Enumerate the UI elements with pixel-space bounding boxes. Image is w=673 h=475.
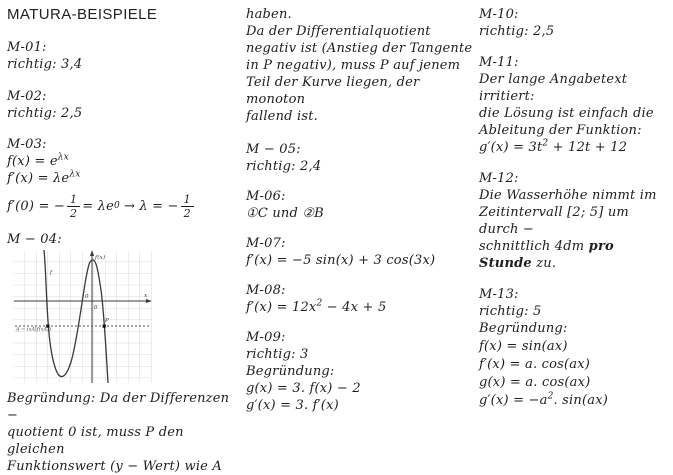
item-label: M − 05: <box>246 142 301 157</box>
text-line: Ableitung der Funktion: <box>479 123 642 138</box>
item-label: M-07: <box>246 236 286 251</box>
item-label: M-06: <box>246 189 286 204</box>
text-line: fallend ist. <box>246 109 318 124</box>
item-m07 <box>246 235 474 269</box>
text-line: Der lange Angabetext irritiert: <box>479 72 628 104</box>
answer-text: richtig: 2,4 <box>246 159 322 174</box>
column-1 <box>7 6 239 475</box>
formula: f′(x) = −5 sin(x) + 3 cos(3x) <box>246 253 436 268</box>
bold-phrase: pro Stunde <box>479 239 614 271</box>
column-2 <box>246 6 474 414</box>
formula: g′(x) = 3. f′(x) <box>246 398 339 413</box>
formula: $g'(x) = 3t^2 + 12t + 12$ <box>479 138 628 155</box>
formula: $f'(x) = \lambda e^{\lambda x}$ <box>7 169 81 186</box>
origin-label: 0 <box>85 294 89 300</box>
superscript: 2 <box>542 138 549 149</box>
y-axis-label: f(x) <box>95 255 106 261</box>
item-label: M-08: <box>246 283 286 298</box>
curve-label: f <box>50 270 53 276</box>
item-m10 <box>479 6 671 40</box>
item-m02 <box>7 88 239 122</box>
reason-label: Begründung: <box>479 321 568 336</box>
item-m01 <box>7 39 239 73</box>
item-label: M-10: <box>479 7 519 22</box>
formula: f′(x) = a. cos(ax) <box>479 357 591 372</box>
reason-label: Begründung: <box>246 364 335 379</box>
item-label: M-02: <box>7 89 47 104</box>
item-label: M-09: <box>246 330 286 345</box>
function-graph <box>13 250 155 384</box>
point-p <box>103 325 106 328</box>
item-m12 <box>479 170 671 272</box>
item-m03 <box>7 136 239 225</box>
text-line: in P negativ), muss P auf jenem <box>246 58 461 73</box>
formula: $f'(x) = 12x^2 - 4x + 5$ <box>246 298 387 315</box>
text-line: Funktionswert (y − Wert) wie A <box>7 459 222 474</box>
item-m05 <box>246 141 474 175</box>
column-3 <box>479 6 671 409</box>
answer-text: richtig: 2,5 <box>7 106 83 121</box>
item-m11 <box>479 54 671 156</box>
item-label: M-03: <box>7 137 47 152</box>
text-line: Die Wasserhöhe nimmt im <box>479 188 657 203</box>
formula: g(x) = 3. f(x) − 2 <box>246 381 361 396</box>
text-line: haben. <box>246 7 292 22</box>
text-line: Da der Differentialquotient <box>246 24 431 39</box>
answer-text: richtig: 3 <box>246 347 309 362</box>
fraction: $\frac{1}{2}$ <box>67 193 80 220</box>
formula: $f(x) = e^{\lambda x}$ <box>7 152 69 169</box>
item-label: M-13: <box>479 287 519 302</box>
superscript: λx <box>69 169 81 180</box>
item-m04 <box>7 231 239 475</box>
text-line: Teil der Kurve liegen, der monoton <box>246 75 420 107</box>
superscript: λx <box>57 152 69 163</box>
answer-text: richtig: 3,4 <box>7 57 83 72</box>
superscript: 2 <box>547 391 554 402</box>
item-m09 <box>246 329 474 414</box>
text-line: schnittlich 4dm pro Stunde zu. <box>479 239 614 271</box>
answer-text: ①C und ②B <box>246 206 324 221</box>
text-line: die Lösung ist einfach die <box>479 106 654 121</box>
formula: $g'(x) = -a^2$. sin(ax) <box>479 391 608 408</box>
formula: g(x) = a. cos(ax) <box>479 375 591 390</box>
m04-reason-continued <box>246 6 474 125</box>
answer-text: richtig: 5 <box>479 304 542 319</box>
x-axis-label: x <box>144 293 148 299</box>
m04-reason <box>7 390 239 475</box>
item-label: M-12: <box>479 171 519 186</box>
point-p-label: P <box>105 318 109 324</box>
text-line: Zeitintervall [2; 5] um durch − <box>479 205 629 237</box>
answer-text: richtig: 2,5 <box>479 24 555 39</box>
formula: f(x) = sin(ax) <box>479 339 568 354</box>
formula: f′(0) = − $\frac{1}{2}$ = λe 0 → λ = − $\frac{1}{2}$ <box>7 187 239 225</box>
text-line: Begründung: Da der Differenzen − <box>7 391 230 423</box>
text-line: quotient 0 ist, muss P den gleichen <box>7 425 184 457</box>
graph-grid <box>14 251 152 383</box>
text-line: negativ ist (Anstieg der Tangente <box>246 41 473 56</box>
item-label: M − 04: <box>7 232 62 247</box>
origin-label-2: 0 <box>94 305 98 311</box>
item-label: M-01: <box>7 40 47 55</box>
fraction: $\frac{1}{2}$ <box>181 193 194 220</box>
point-a-label: A = (xA|f(xA)) <box>16 327 52 333</box>
item-m08 <box>246 282 474 316</box>
item-m06 <box>246 188 474 222</box>
item-label: M-11: <box>479 55 519 70</box>
page-title: MATURA-BEISPIELE <box>7 6 158 23</box>
superscript: 2 <box>316 298 323 309</box>
item-m13 <box>479 286 671 409</box>
